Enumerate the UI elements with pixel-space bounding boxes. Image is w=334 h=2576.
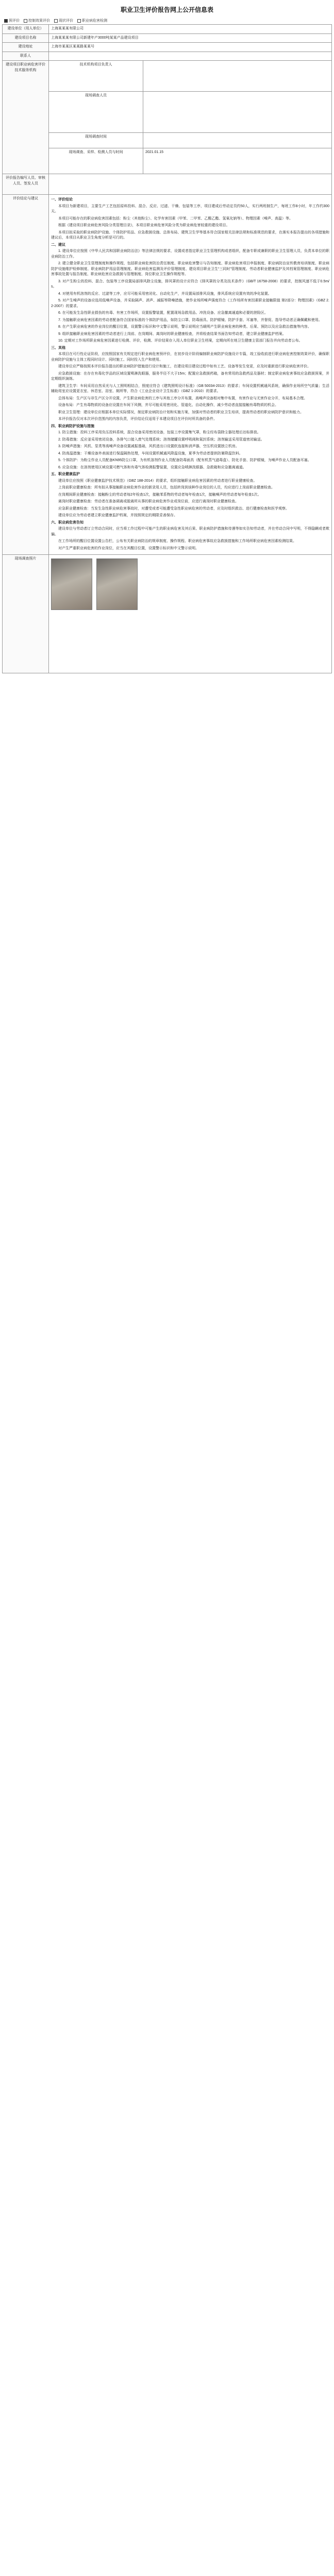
section-paragraph: 2. 防毒措施：反应釜采用密闭设备，各排气口接入废气处理系统；溶剂储罐设置呼吸阀和氮封系统；溶剂输送采用管道密闭输送。 bbox=[58, 437, 264, 442]
section-paragraph: 对产生严重职业病危害的作业岗位，应当在其醒目位置，设置警示标识和中文警示说明。 bbox=[58, 546, 199, 550]
survey-people bbox=[143, 148, 332, 174]
page-title: 职业卫生评价报告网上公开信息表 bbox=[120, 6, 213, 13]
document bbox=[2, 0, 332, 673]
section-paragraph: 2. 建立健全职业卫生管理制度和操作规程，包括职业病危害防治责任制度、职业病危害警示与告知制度、职业病危害项目申报制度、职业病防治宣传教育培训制度、职业病防护设施维护检修制度、职业病防护用品管理制度、职业病危害监测及评价管理制度、建设项目职业卫生“三同时”管理制度、劳动者职业健康监护及其档案管理制度、职业病危害事故处置与报告制度、职业病危害应急救援与管理制度、岗位职业卫生操作规程等。 bbox=[51, 262, 329, 276]
unit-name-label: 建设单位（用人单位） bbox=[3, 25, 49, 34]
project-address-label: 建设地址 bbox=[3, 43, 49, 52]
section-paragraph: 总体布局：生产区与非生产区分开设置，产生职业病危害的工序与其他工序分开布置，高噪声设备相对集中布置，有害作业与无害作业分开，布局基本合理。 bbox=[58, 396, 307, 400]
conclusion-body bbox=[49, 195, 332, 555]
photo-label: 现场调查照片 bbox=[3, 555, 49, 673]
section-paragraph: 5. 个体防护：为粉尘作业人员配备KN95防尘口罩，为有机溶剂作业人员配备防毒面具（配有机蒸气滤毒盒）、防化手套、防护眼镜，为噪声作业人员配备耳塞。 bbox=[58, 459, 311, 462]
section-paragraph: 上岗前职业健康检查：所有拟从事接触职业病危害作业的新录用人员，包括转岗到该种作业岗位的人员，均应进行上岗前职业健康检查。 bbox=[58, 486, 275, 489]
section-paragraph: 建设单位应为劳动者建立职业健康监护档案，并按照规定的期限妥善保存。 bbox=[58, 514, 177, 517]
section-heading: 一、评价结论 bbox=[51, 198, 73, 201]
info-table bbox=[2, 24, 332, 673]
check-label: 职业病危害检测 bbox=[82, 19, 107, 23]
section-paragraph: 7. 为接触职业病危害因素的劳动者配备符合国家标准的个体防护用品，如防尘口罩、防毒面具、防护眼镜、防护手套、耳塞等，并督促、指导劳动者正确佩戴和使用。 bbox=[58, 318, 322, 322]
check-label: 控制效果评价 bbox=[28, 19, 50, 23]
section-paragraph: 本项目可能存在的职业病危害因素包括：粉尘（其他粉尘）、化学有害因素（甲苯、二甲苯、乙酸乙酯、氢氧化钠等）、物理因素（噪声、高温）等。 bbox=[58, 216, 293, 221]
section-paragraph: 6. 在可能发生急性职业损伤的有毒、有害工作场所，设置报警装置，配置现场急救用品、冲洗设备、应急撤离通道和必要的泄险区。 bbox=[58, 311, 268, 315]
table-row bbox=[3, 33, 332, 43]
section-paragraph: 1. 建设单位应按照《中华人民共和国职业病防治法》等法律法规的要求，设置或者指定职业卫生管理机构或者组织，配备专职或兼职的职业卫生管理人员，负责本单位的职业病防治工作。 bbox=[51, 249, 329, 259]
section-heading: 二、建议 bbox=[51, 243, 65, 247]
check-item[interactable] bbox=[54, 18, 73, 23]
section-paragraph: 8. 在产生职业病危害的作业岗位的醒目位置，设置警示标识和中文警示说明，警示说明应当载明产生职业病危害的种类、后果、预防以及应急救治措施等内容。 bbox=[58, 325, 311, 329]
section-heading: 三、其他 bbox=[51, 346, 65, 350]
check-label: 现状评价 bbox=[59, 19, 73, 23]
check-item[interactable] bbox=[77, 18, 107, 23]
section-paragraph: 根据《建设项目职业病危害风险分类管理目录》，本项目职业病危害风险分类为职业病危害较重的建设项目。 bbox=[58, 224, 230, 227]
section-paragraph: 设备布局：产生有毒物质的设备应设置在车间下风侧，并尽可能采用密闭化、管道化、自动化操作，减少劳动者直接接触有毒物质的机会。 bbox=[58, 403, 278, 407]
section-heading: 六、职业病危害告知 bbox=[51, 520, 84, 524]
table-row bbox=[3, 25, 332, 34]
tech-service-val3 bbox=[143, 133, 332, 148]
section-paragraph: 在岗期间职业健康检查：接触粉尘的劳动者每2年检查1次，接触苯系物的劳动者每年检查1次，接触噪声的劳动者每年检查1次。 bbox=[58, 493, 261, 497]
section-paragraph: 本评价报告仅对本次评价范围内的内容负责，评价结论仅适用于本建设项目在评价时所具备的条件。 bbox=[58, 417, 217, 421]
table-row bbox=[3, 43, 332, 52]
section-paragraph: 6. 应急设施：在溶剂使用区域设置可燃气体和有毒气体检测报警装置，设置应急喷淋洗眼器、急救箱和应急撤离通道。 bbox=[58, 465, 246, 469]
table-row bbox=[3, 174, 332, 195]
section-paragraph: 本项目拟采取的职业病防护设施、个体防护用品、应急救援设施、总体布局、建筑卫生学等基本符合国家相关法律法规和标准规范的要求，在落实本报告提出的各项措施和建议后，本项目从职业卫生角度分析是可行的。 bbox=[51, 230, 329, 240]
site-photo bbox=[51, 558, 92, 610]
report-label: 评价报告编写人员、审核人员、签发人员 bbox=[3, 174, 49, 195]
section-paragraph: 建筑卫生学：车间采用自然采光与人工照明相结合，照度应符合《建筑照明设计标准》（GB 50034-2013）的要求；车间设置机械通风系统，确保作业场所空气质量；生活辅助用室应设置更衣室、休息室、浴室、厕所等，符合《工业企业设计卫生标准》（GBZ 1-2010）的要求。 bbox=[51, 384, 329, 393]
section-paragraph: 建设单位应严格按照本评价报告提出的职业病防护措施进行设计和施工，在建设项目建设过程中如有工艺、设备等发生变更，应及时重新进行职业病危害评价。 bbox=[58, 365, 311, 368]
section-paragraph: 4. 对使用有机溶剂的反应、过滤等工序，应尽可能采用密闭化、自动化生产，并设置局部排风设施，排风系统应设置有效的净化装置。 bbox=[58, 292, 272, 296]
section-paragraph: 应急救援设施：在存在有毒化学品的区域设置喷淋洗眼器，服务半径不大于15m；配置应急救援药箱，备有常用的急救药品及器材；制定职业病危害事故应急救援预案，并定期组织演练。 bbox=[51, 371, 329, 381]
checkbox-icon bbox=[77, 19, 81, 23]
photo-cell bbox=[49, 555, 332, 673]
check-item[interactable] bbox=[24, 18, 50, 23]
table-row bbox=[3, 52, 332, 61]
contact-value bbox=[49, 52, 332, 61]
checkbox-icon bbox=[24, 19, 27, 23]
checkbox-icon bbox=[4, 19, 8, 23]
tech-service-sub1: 技术机构项目负责人 bbox=[49, 61, 143, 92]
table-row bbox=[3, 92, 332, 133]
checkbox-icon bbox=[54, 19, 58, 23]
table-row bbox=[3, 195, 332, 555]
section-paragraph: 本项目在可行性论证阶段，应按照国家有关规定进行职业病危害预评价，在初步设计阶段编制职业病防护设施设计专篇，竣工验收前进行职业病危害控制效果评价，确保职业病防护设施与主体工程同时设计、同时施工、同时投入生产和使用。 bbox=[51, 352, 329, 362]
report-type-checks bbox=[2, 17, 332, 24]
project-address-value: 上海市某某区某某路某某号 bbox=[49, 43, 332, 52]
photo-wrap bbox=[51, 556, 329, 612]
project-name-value: 上海某某某有限公司新建年产3000吨某某产品建设项目 bbox=[49, 33, 332, 43]
tech-service-val1 bbox=[143, 61, 332, 92]
report-people bbox=[49, 174, 332, 195]
unit-name-value: 上海某某某有限公司 bbox=[49, 25, 332, 34]
check-item[interactable] bbox=[4, 18, 20, 23]
section-heading: 五、职业健康监护 bbox=[51, 472, 80, 476]
table-row bbox=[3, 555, 332, 673]
site-photo bbox=[96, 558, 138, 610]
section-paragraph: 应急职业健康检查：当发生急性职业病危害事故时，对遭受或者可能遭受急性职业病危害的劳动者，应及时组织救治、进行健康检查和医学观察。 bbox=[58, 506, 289, 511]
check-label: 预评价 bbox=[9, 19, 20, 23]
section-paragraph: 在工作场所的醒目位置设置公告栏，公布有关职业病防治的规章制度、操作规程、职业病危害事故应急救援措施和工作场所职业病危害因素检测结果。 bbox=[58, 539, 296, 543]
section-heading: 四、职业病防护设施与措施 bbox=[51, 424, 94, 428]
section-paragraph: 3. 对产生粉尘的投料、混合、包装等工序设置局部排风除尘设施，排风罩的设计应符合《排风罩的分类及技术条件》（GB/T 16758-2008）的要求，控制风速不低于0.5m/s。 bbox=[51, 279, 329, 289]
contact-label: 联系人 bbox=[3, 52, 49, 61]
section-paragraph: 离岗时职业健康检查：劳动者在准备调离或脱离所从事的职业病危害作业或岗位前，应进行离岗时职业健康检查。 bbox=[58, 500, 239, 503]
survey-date-label: 现场调查、采样、检测人员与时间 bbox=[49, 148, 143, 174]
table-row bbox=[3, 61, 332, 92]
section-paragraph: 4. 防高温措施：干燥设备外表面进行保温隔热处理，车间设置机械通风降温设施，夏季为劳动者提供防暑降温饮料。 bbox=[58, 451, 243, 455]
tech-service-label: 建设项目职业病危害评价技术服务机构 bbox=[3, 61, 49, 174]
tech-service-sub3: 现场调查时间 bbox=[49, 133, 143, 148]
section-paragraph: 9. 组织接触职业病危害因素的劳动者进行上岗前、在岗期间、离岗时的职业健康检查，并将检查结果书面告知劳动者，建立职业健康监护档案。 bbox=[58, 332, 286, 336]
section-paragraph: 职业卫生管理：建设单位应根据本单位实际情况，制定职业病防治计划和实施方案，加强对劳动者的职业卫生培训，提高劳动者的职业病防护意识和能力。 bbox=[58, 410, 304, 414]
table-row bbox=[3, 133, 332, 148]
section-paragraph: 10. 定期对工作场所职业病危害因素进行检测、评价，检测、评价结果存入用人单位职业卫生档案，定期向所在地卫生健康主管部门报告并向劳动者公布。 bbox=[58, 339, 303, 343]
project-name-label: 建设项目名称 bbox=[3, 33, 49, 43]
section-paragraph: 建设单位与劳动者订立劳动合同时，应当将工作过程中可能产生的职业病危害及其后果、职业病防护措施和待遇等如实告知劳动者，并在劳动合同中写明，不得隐瞒或者欺骗。 bbox=[51, 527, 329, 536]
section-paragraph: 3. 防噪声措施：风机、泵类等高噪声设备设置减振基础，风机进出口设置软连接和消声器，空压机设置独立机房。 bbox=[58, 445, 239, 448]
section-paragraph: 1. 防尘措施：投料工序采用负压投料系统，混合设备采用密闭设备，包装工序设置集气罩，粉尘经布袋除尘器处理后达标排放。 bbox=[58, 431, 261, 434]
tech-service-sub2: 现场调查人员 bbox=[49, 92, 143, 133]
section-paragraph: 建设单位应按照《职业健康监护技术规范》（GBZ 188-2014）的要求，组织接触职业病危害因素的劳动者进行职业健康检查。 bbox=[58, 479, 257, 483]
tech-service-val2 bbox=[143, 92, 332, 133]
section-paragraph: 本项目为新建项目，主要生产工艺包括原料投料、混合、反应、过滤、干燥、包装等工序，项目建成后劳动定员约50人，实行两班制生产，每班工作8小时，年工作约300天。 bbox=[51, 204, 329, 213]
section-paragraph: 5. 对产生噪声的设备应选用低噪声设备，并采取隔声、消声、减振等降噪措施，使作业场所噪声强度符合《工作场所有害因素职业接触限值 第2部分：物理因素》（GBZ 2.2-2007）的要求。 bbox=[51, 299, 329, 308]
table-row bbox=[3, 148, 332, 174]
sections-container bbox=[51, 197, 329, 551]
conclusion-label: 评价结论与建议 bbox=[3, 195, 49, 555]
survey-date-text: 2021.01.15 bbox=[145, 150, 164, 154]
